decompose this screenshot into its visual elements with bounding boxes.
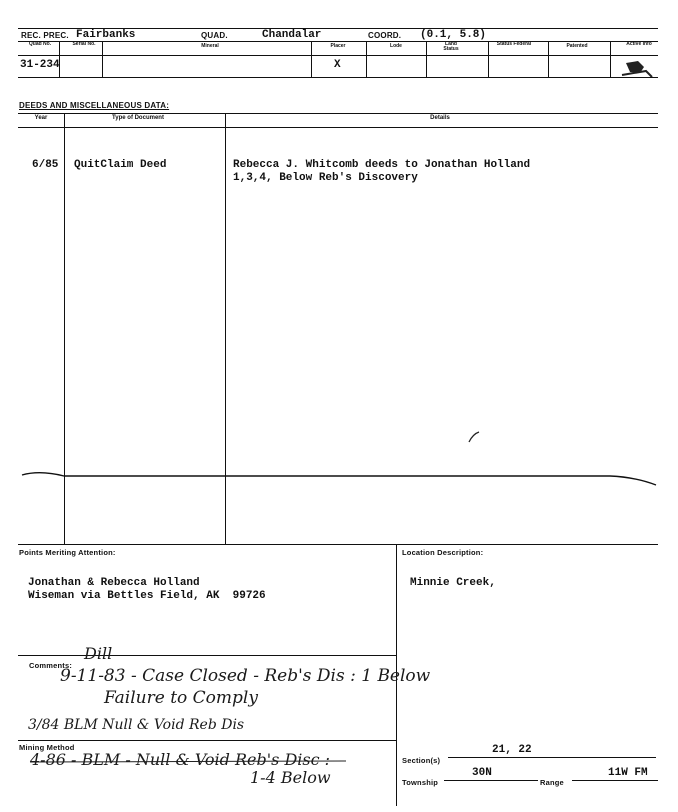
col-active-info: Active Info [626, 41, 652, 47]
comments-label: Comments: [29, 661, 73, 670]
col-land-status: Land Status [443, 41, 459, 52]
mining-strike-line [28, 757, 348, 767]
range-underline [572, 780, 658, 781]
comments-hand-initials: Dill [84, 644, 113, 663]
header-bottom-rule [18, 77, 658, 78]
quad-label: QUAD. [201, 31, 228, 40]
header-col-sep [488, 41, 489, 78]
col-serial-no: Serial No. [72, 41, 96, 47]
location-value: Minnie Creek, [410, 577, 496, 589]
col-type: Type of Document [112, 115, 164, 121]
comments-top-rule [18, 655, 396, 656]
deed-details-line1: Rebecca J. Whitcomb deeds to Jonathan Holland [233, 159, 531, 171]
mining-hand-line1: 4-86 - BLM - Null & Void Reb's Disc : [30, 750, 331, 769]
deeds-title: DEEDS AND MISCELLANEOUS DATA: [19, 101, 170, 110]
col-quad-no: Quad No. [28, 41, 52, 47]
section-value: 21, 22 [492, 744, 532, 756]
header-col-sep [366, 41, 367, 78]
col-patented: Patented [566, 43, 588, 49]
deed-year: 6/85 [32, 159, 59, 171]
col-details: Details [430, 115, 450, 121]
coord-value: (0.1, 5.8) [420, 29, 487, 41]
section-underline [448, 757, 656, 758]
township-value: 30N [472, 767, 492, 779]
deed-type: QuitClaim Deed [74, 159, 167, 171]
location-label: Location Description: [402, 548, 484, 557]
placer-value: X [334, 59, 341, 71]
deed-details-line2: 1,3,4, Below Reb's Discovery [233, 172, 418, 184]
points-label: Points Meriting Attention: [19, 548, 116, 557]
col-year: Year [34, 115, 48, 121]
col-placer: Placer [330, 43, 346, 49]
mining-top-rule [18, 740, 396, 741]
points-line2: Wiseman via Bettles Field, AK 99726 [28, 590, 266, 602]
header-col-sep [610, 41, 611, 78]
col-mineral: Mineral [201, 43, 219, 49]
quad-no-value: 31-234 [20, 59, 60, 71]
fold-line [0, 465, 678, 495]
comments-hand-line2: Failure to Comply [104, 688, 258, 708]
header-col-sep [548, 41, 549, 78]
township-underline [444, 780, 538, 781]
header-col-sep [311, 41, 312, 78]
township-label: Township [402, 778, 439, 787]
header-sub-rule [18, 55, 658, 56]
comments-hand-line1: 9-11-83 - Case Closed - Reb's Dis : 1 Below [60, 666, 431, 686]
mining-hand-line2: 1-4 Below [250, 768, 331, 787]
range-value: 11W FM [608, 767, 648, 779]
rec-prec-value: Fairbanks [76, 29, 136, 41]
range-label: Range [540, 778, 564, 787]
points-line1: Jonathan & Rebecca Holland [28, 577, 200, 589]
rec-prec-label: REC. PREC. [21, 31, 69, 40]
header-col-sep [102, 41, 103, 78]
active-info-stamp [616, 55, 658, 83]
stray-mark [465, 428, 485, 448]
quad-value: Chandalar [262, 29, 322, 41]
header-col-sep [426, 41, 427, 78]
mining-label: Mining Method [19, 743, 75, 752]
col-status-federal: Status Federal [496, 41, 532, 47]
coord-label: COORD. [368, 31, 402, 40]
comments-hand-line3: 3/84 BLM Null & Void Reb Dis [28, 717, 245, 733]
deeds-header-rule [18, 127, 658, 128]
col-lode: Lode [390, 43, 402, 49]
deeds-bottom-rule [18, 544, 658, 545]
section-label: Section(s) [402, 756, 441, 765]
